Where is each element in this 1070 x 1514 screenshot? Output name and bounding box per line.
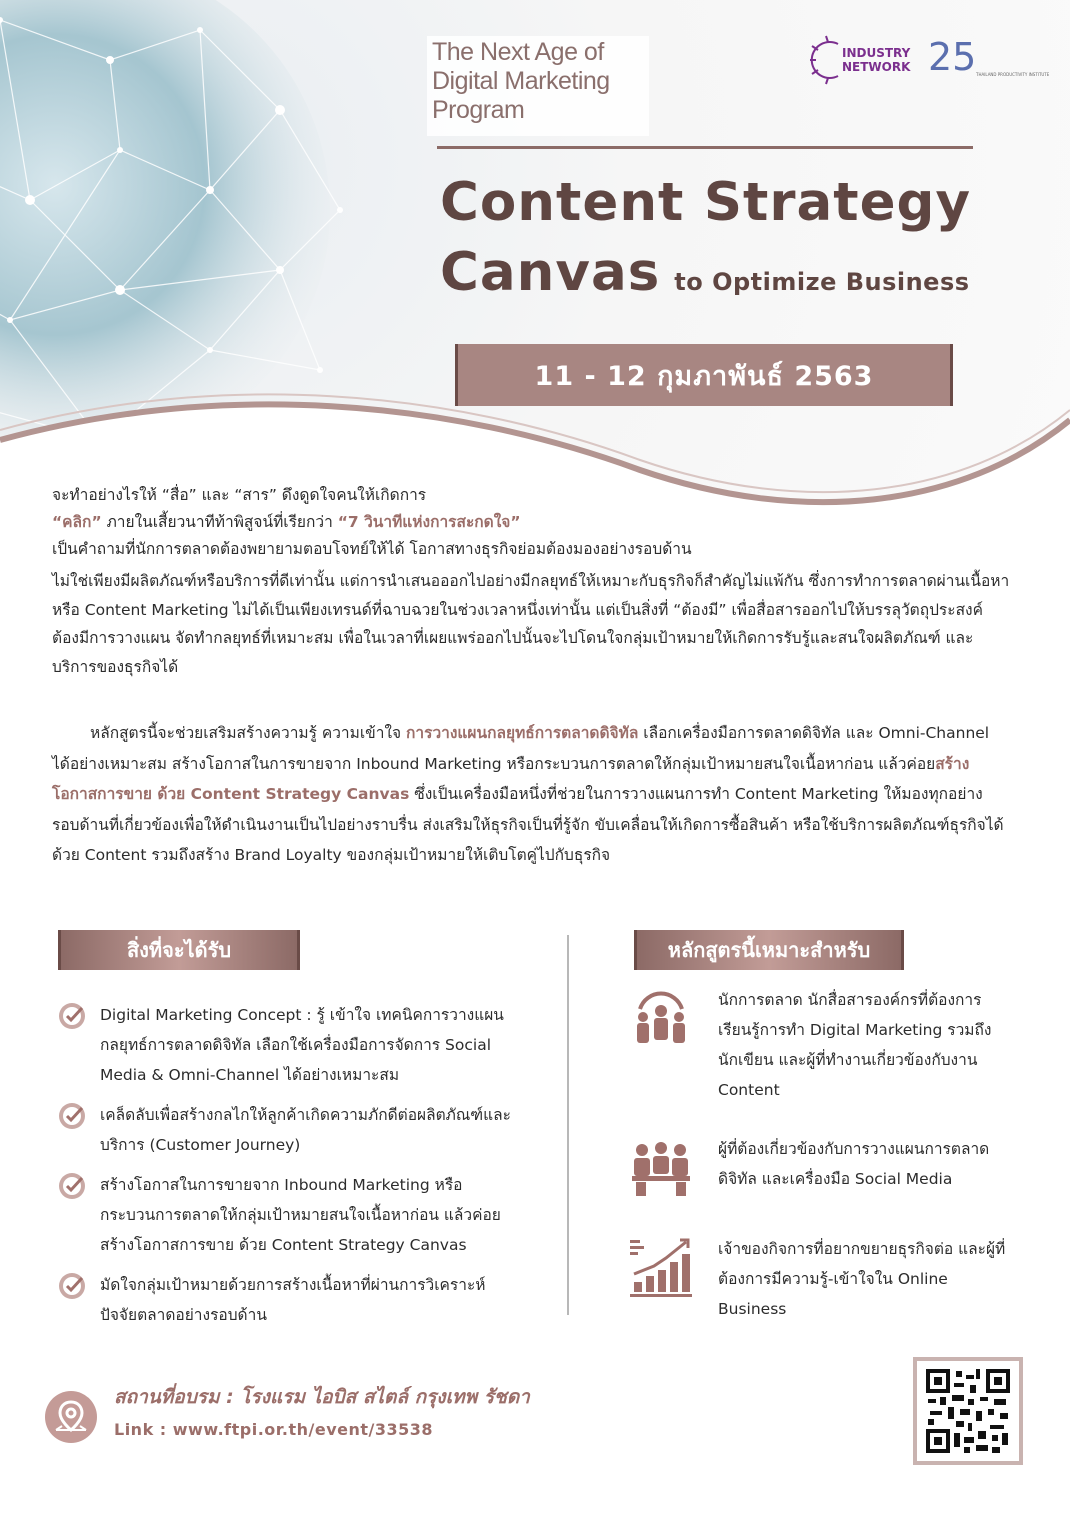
title-divider [437,146,973,149]
svg-text:THAILAND PRODUCTIVITY INSTITUT: THAILAND PRODUCTIVITY INSTITUTE [976,72,1050,77]
growth-chart-icon [628,1236,694,1298]
main-title-line2: Canvas [440,242,661,303]
main-title-subtitle: to Optimize Business [674,268,970,296]
audience-item: ผู้ที่ต้องเกี่ยวข้องกับการวางแผนการตลาดดิจิทัล และเครื่องมือ Social Media [628,1134,1008,1234]
benefit-item: เคล็ดลับเพื่อสร้างกลไกให้ลูกค้าเกิดความภักดีต่อผลิตภัณฑ์และบริการ (Customer Journey) [58,1100,518,1160]
audience-item: เจ้าของกิจการที่อยากขยายธุรกิจต่อ และผู้ที่ต้องการมีความรู้-เข้าใจใน Online Business [628,1234,1008,1344]
check-badge-icon [58,1272,86,1300]
benefit-item: Digital Marketing Concept : รู้ เข้าใจ เทคนิคการวางแผนกลยุทธ์การตลาดดิจิทัล เลือกใช้เครื่องมือการจัดการ Social Media & Omni-Channel ได้อย่างเหมาะสม [58,1000,518,1090]
event-date: 11 - 12 กุมภาพันธ์ 2563 [534,360,874,392]
map-pin-icon [44,1390,98,1444]
svg-text:NETWORK: NETWORK [842,60,911,74]
qr-code-icon [924,1367,1012,1455]
benefit-item: มัดใจกลุ่มเป้าหมายด้วยการสร้างเนื้อหาที่ผ่านการวิเคราะห์ปัจจัยตลาดอย่างรอบด้าน [58,1270,518,1330]
intro-paragraph: ไม่ใช่เพียงมีผลิตภัณฑ์หรือบริการที่ดีเท่านั้น แต่การนำเสนอออกไปอย่างมีกลยุทธ์ให้เหมาะกับธุรกิจก็สำคัญไม่แพ้กัน ซึ่งการทำการตลาดผ่านเนื้อหา หรือ Content Marketing ไม่ได้เป็นเพียงเทรนด์ที่ฉาบฉวยในช่วงเวลาหนึ่งเท่านั้น แต่เป็นสิ่งที่ “ต้องมี” เพื่อสื่อสารออกไปให้บรรลุวัตถุประสงค์ ต้องมีการวางแผน จัดทำกลยุทธ์ที่เหมาะสม เพื่อในเวลาที่เผยแพร่ออกไปนั้นจะไปโดนใจกลุ่มเป้าหมายให้เกิดการรับรู้และสนใจผลิตภัณฑ์ และบริการของธุรกิจได้ [52,572,1010,676]
svg-text:25: 25 [928,35,977,79]
benefits-list [58,1000,518,1340]
team-leader-icon [628,987,694,1049]
anniversary-25-logo [928,34,1050,84]
benefits-heading: สิ่งที่จะได้รับ [58,930,300,970]
audience-item: นักการตลาด นักสื่อสารองค์กรที่ต้องการเรียนรู้การทำ Digital Marketing รวมถึงนักเขียน และผู้ที่ทำงานเกี่ยวข้องกับงาน Content [628,985,1008,1110]
intro-line-2: “คลิก” ภายในเสี้ยวนาทีท้าพิสูจน์ที่เรียกว่า “7 วินาทีแห่งการสะกดใจ” [52,513,521,531]
check-badge-icon [58,1172,86,1200]
intro-line-1: จะทำอย่างไรให้ “สื่อ” และ “สาร” ดึงดูดใจคนให้เกิดการ [52,486,427,504]
column-divider [567,935,569,1315]
intro-section [52,482,1012,681]
svg-text:INDUSTRY: INDUSTRY [842,46,911,60]
audience-heading: หลักสูตรนี้เหมาะสำหรับ [634,930,904,970]
check-badge-icon [58,1102,86,1130]
meeting-icon [628,1136,694,1198]
event-date-banner [455,344,953,406]
course-description: หลักสูตรนี้จะช่วยเสริมสร้างความรู้ ความเข้าใจ การวางแผนกลยุทธ์การตลาดดิจิทัล เลือกเครื่องมือการตลาดดิจิทัล และ Omni-Channel ได้อย่างเหมาะสม สร้างโอกาสในการขายจาก Inbound Marketing หรือกระบวนการตลาดให้กลุ่มเป้าหมายสนใจเนื้อหาก่อน แล้วค่อยสร้างโอกาสการขาย ด้วย Content Strategy Canvas ซึ่งเป็นเครื่องมือหนึ่งที่ช่วยในการวางแผนการทำ Content Marketing ให้มองทุกอย่างรอบด้านที่เกี่ยวข้องเพื่อให้ดำเนินงานเป็นไปอย่างราบรื่น ส่งเสริมให้ธุรกิจเป็นที่รู้จัก ขับเคลื่อนให้เกิดการซื้อสินค้า หรือใช้บริการผลิตภัณฑ์ธุรกิจได้ด้วย Content รวมถึงสร้าง Brand Loyalty ของกลุ่มเป้าหมายให้เติบโตคู่ไปกับธุรกิจ [52,724,1004,864]
check-badge-icon [58,1002,86,1030]
industry-network-logo [810,36,920,84]
event-link[interactable]: Link : www.ftpi.or.th/event/33538 [114,1420,434,1439]
venue-text: สถานที่อบรม : โรงแรม ไอบิส สไตล์ กรุงเทพ รัชดา [114,1386,530,1408]
audience-list [628,985,1008,1344]
main-title: Content Strategy Canvas to Optimize Business [440,172,972,303]
intro-line-3: เป็นคำถามที่นักการตลาดต้องพยายามตอบโจทย์ให้ได้ โอกาสทางธุรกิจย่อมต้องมองอย่างรอบด้าน [52,540,692,558]
qr-code [913,1357,1023,1465]
program-title: The Next Age of Digital Marketing Program [432,38,610,124]
benefit-item: สร้างโอกาสในการขายจาก Inbound Marketing หรือกระบวนการตลาดให้กลุ่มเป้าหมายสนใจเนื้อหาก่อน แล้วค่อยสร้างโอกาสการขาย ด้วย Content Strategy Canvas [58,1170,518,1260]
